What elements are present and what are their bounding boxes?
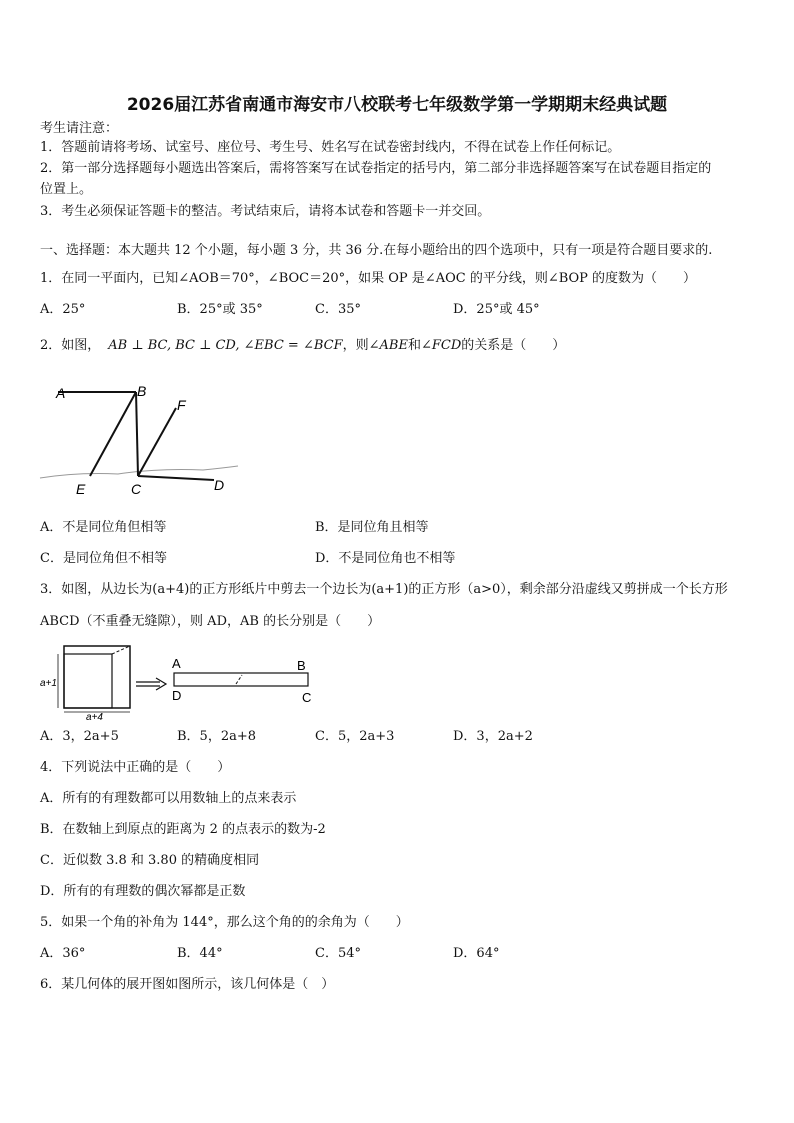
- question-4-option-d[interactable]: D．所有的有理数的偶次幂都是正数: [40, 884, 246, 899]
- notice-item-1: 1．答题前请将考场、试室号、座位号、考生号、姓名写在试卷密封线内，不得在试卷上作任何标记。: [40, 140, 621, 155]
- question-5-option-c[interactable]: C．54°: [315, 946, 361, 961]
- section-heading: 一、选择题：本大题共 12 个小题，每小题 3 分，共 36 分.在每小题给出的四个选项中，只有一项是符合题目要求的.: [40, 243, 713, 258]
- question-2-option-a[interactable]: A．不是同位角但相等: [40, 520, 167, 535]
- large-square: [64, 646, 130, 708]
- question-2-option-d[interactable]: D．不是同位角也不相等: [315, 551, 456, 566]
- question-1-option-a[interactable]: A．25°: [40, 302, 86, 317]
- question-3-option-b[interactable]: B．5，2a+8: [177, 729, 257, 744]
- question-3-line-1: 3．如图，从边长为(a+4)的正方形纸片中剪去一个边长为(a+1)的正方形（a>0），剩余部分沿虚线又剪拼成一个长方形: [40, 582, 728, 597]
- question-3-figure: [38, 640, 328, 722]
- segment-be: [90, 392, 136, 476]
- rectangle-dashed-line: [236, 675, 242, 684]
- question-6-stem: 6．某几何体的展开图如图所示，该几何体是（ ）: [40, 977, 335, 992]
- question-5-stem: 5．如果一个角的补角为 144°，那么这个角的的余角为（ ）: [40, 915, 409, 930]
- label-a-plus-1: a+1: [40, 678, 57, 689]
- notice-heading: 考生请注意：: [40, 121, 119, 136]
- question-2-math: AB ⊥ BC, BC ⊥ CD, ∠EBC = ∠BCF: [108, 338, 343, 353]
- page-title: 2026届江苏省南通市海安市八校联考七年级数学第一学期期末经典试题: [126, 95, 668, 115]
- question-3-option-a[interactable]: A．3，2a+5: [40, 729, 119, 744]
- question-2-mid: ，则: [342, 338, 369, 353]
- label-a: A: [56, 385, 66, 401]
- question-2-math-2: ∠ABE: [368, 338, 408, 353]
- label-e: E: [76, 481, 86, 497]
- segment-cf: [138, 408, 176, 476]
- question-4-option-a[interactable]: A．所有的有理数都可以用数轴上的点来表示: [40, 791, 297, 806]
- question-1-option-d[interactable]: D．25°或 45°: [453, 302, 540, 317]
- label-rect-b: B: [297, 658, 306, 673]
- arrow-icon: [136, 678, 166, 690]
- question-1-stem: 1．在同一平面内，已知∠AOB＝70°，∠BOC＝20°，如果 OP 是∠AOC 的平分线，则∠BOP 的度数为（ ）: [40, 271, 697, 286]
- label-c: C: [131, 481, 142, 497]
- label-b: B: [137, 383, 147, 399]
- question-4-option-b[interactable]: B．在数轴上到原点的距离为 2 的点表示的数为-2: [40, 822, 326, 837]
- small-square: [64, 654, 112, 708]
- notice-item-2-cont: 位置上。: [40, 182, 93, 197]
- question-2-suffix: 的关系是（ ）: [461, 338, 566, 353]
- question-2-option-c[interactable]: C．是同位角但不相等: [40, 551, 167, 566]
- notice-item-2: 2．第一部分选择题每小题选出答案后，需将答案写在试卷指定的括号内，第二部分非选择题答案写在试卷题目指定的: [40, 161, 712, 176]
- label-rect-d: D: [172, 688, 182, 703]
- question-1-option-b[interactable]: B．25°或 35°: [177, 302, 263, 317]
- question-4-option-c[interactable]: C．近似数 3.8 和 3.80 的精确度相同: [40, 853, 260, 868]
- question-3-option-c[interactable]: C．5，2a+3: [315, 729, 395, 744]
- question-1-option-c[interactable]: C．35°: [315, 302, 361, 317]
- question-4-stem: 4．下列说法中正确的是（ ）: [40, 760, 231, 775]
- label-a-plus-4: a+4: [86, 712, 103, 722]
- question-5-option-d[interactable]: D．64°: [453, 946, 500, 961]
- question-2-figure: [38, 378, 243, 498]
- question-5-option-b[interactable]: B．44°: [177, 946, 223, 961]
- notice-item-3: 3．考生必须保证答题卡的整洁。考试结束后，请将本试卷和答题卡一并交回。: [40, 204, 491, 219]
- question-3-option-d[interactable]: D．3，2a+2: [453, 729, 533, 744]
- question-2-prefix: 2．如图，: [40, 338, 101, 353]
- label-f: F: [177, 397, 186, 413]
- segment-bc: [136, 392, 138, 476]
- question-2-and: 和: [407, 338, 421, 353]
- dashed-cut-line: [112, 646, 130, 654]
- label-rect-c: C: [302, 690, 312, 705]
- question-2-stem: [40, 338, 565, 354]
- segment-cd: [138, 476, 214, 480]
- rectangle-abcd: [174, 673, 308, 686]
- label-d: D: [214, 477, 225, 493]
- question-5-option-a[interactable]: A．36°: [40, 946, 86, 961]
- question-3-line-2: ABCD（不重叠无缝隙），则 AD，AB 的长分别是（ ）: [40, 614, 381, 629]
- question-2-option-b[interactable]: B．是同位角且相等: [315, 520, 429, 535]
- question-2-math-3: ∠FCD: [420, 338, 462, 353]
- label-rect-a: A: [172, 656, 181, 671]
